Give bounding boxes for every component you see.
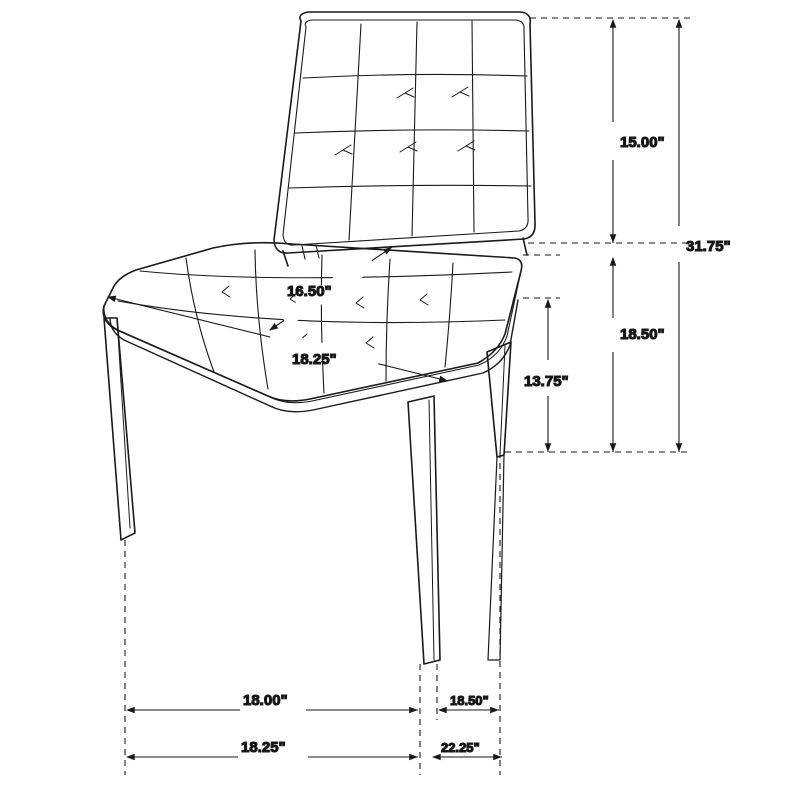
dim-label-seat-height: 13.75" [524, 373, 569, 390]
dim-label-leg-span-side: 18.50" [450, 693, 489, 708]
chair-illustration [103, 12, 535, 664]
dim-label-overall-height: 31.75" [686, 238, 731, 255]
chair-back-panel [274, 12, 535, 253]
extension-lines [125, 18, 690, 775]
back-support-rail [283, 238, 527, 266]
dim-label-overall-depth: 22.25" [441, 740, 480, 755]
dim-seat-width [108, 297, 448, 381]
chair-legs [104, 318, 511, 664]
dim-label-leg-span-front: 18.00" [243, 692, 288, 709]
dim-label-overall-width: 18.25" [241, 739, 286, 756]
dim-label-seat-depth: 16.50" [287, 283, 332, 300]
dim-label-back-height: 15.00" [620, 134, 665, 151]
dim-label-seat-back-height: 18.50" [620, 326, 665, 343]
seat-cushion [103, 243, 522, 412]
dimension-lines [108, 18, 731, 775]
dim-label-seat-width: 18.25" [292, 351, 337, 368]
